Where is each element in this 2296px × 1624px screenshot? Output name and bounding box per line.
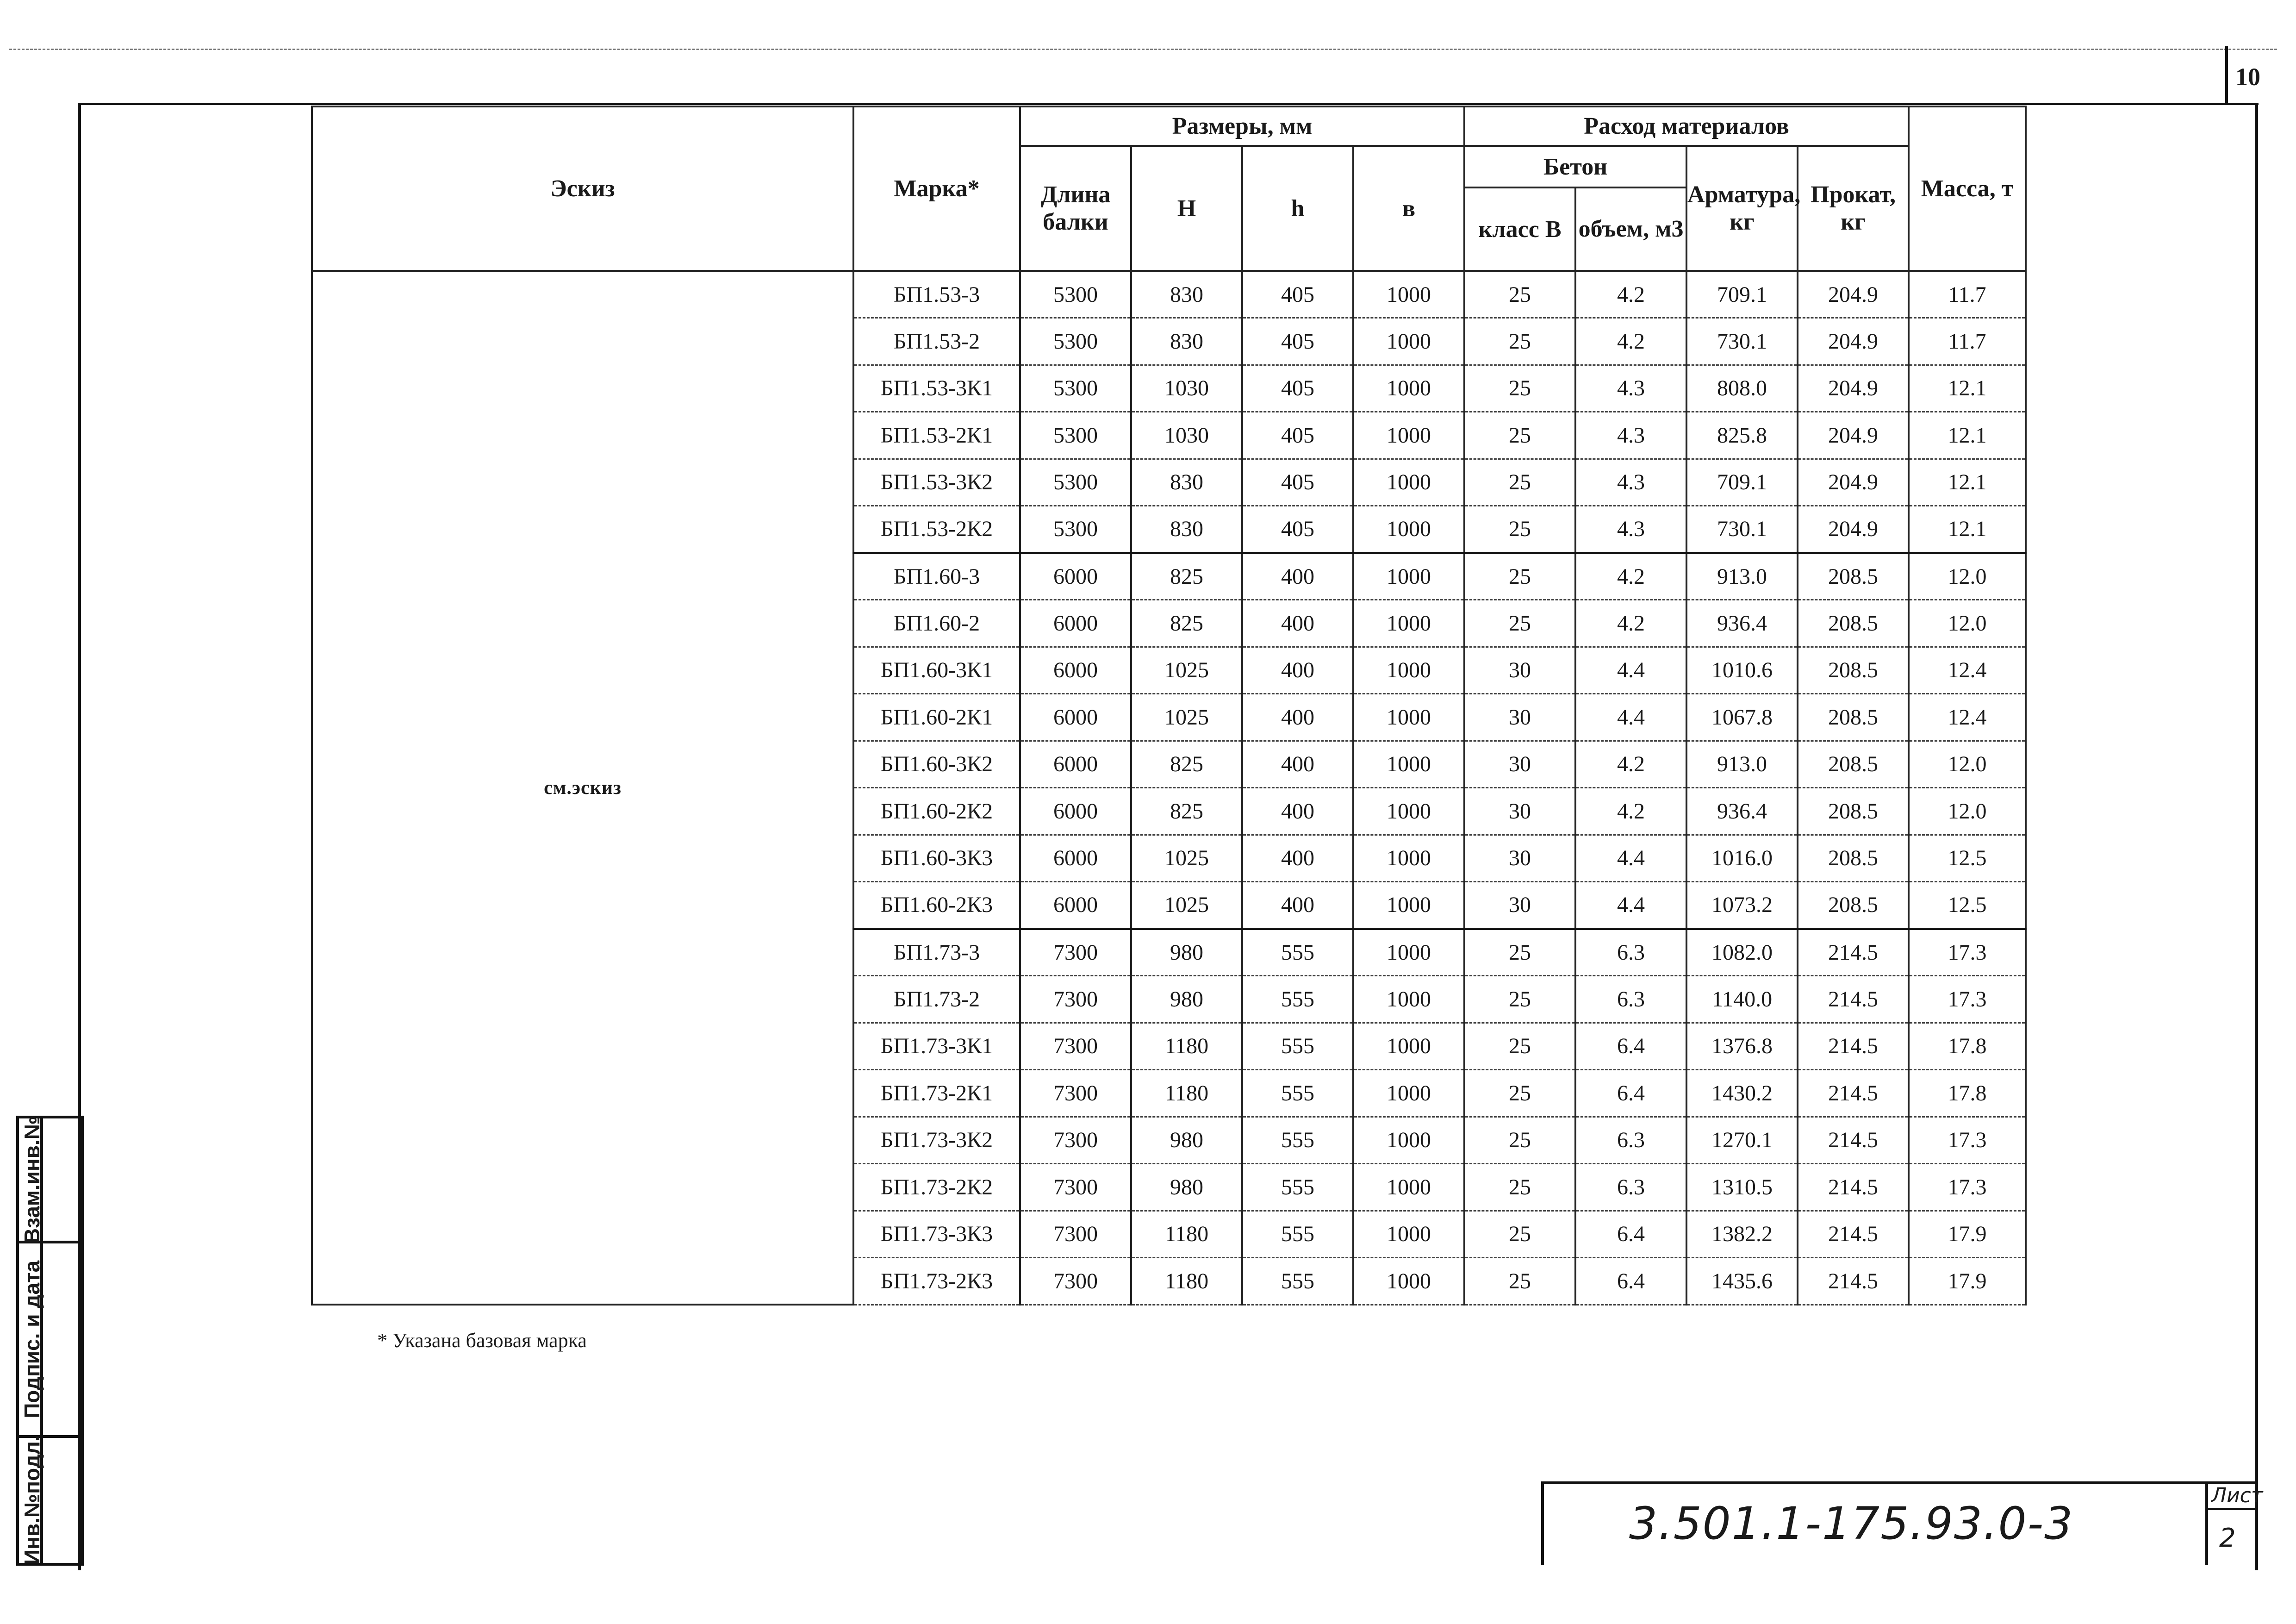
cell-h: 400: [1242, 741, 1353, 788]
cell-mark: БП1.60-3К3: [853, 835, 1020, 882]
cell-concrete-volume: 4.2: [1575, 600, 1686, 647]
cell-mark: БП1.73-2К1: [853, 1070, 1020, 1117]
cell-rebar: 1067.8: [1686, 694, 1798, 741]
cell-concrete-class: 25: [1464, 1023, 1575, 1070]
cell-b: 1000: [1353, 1070, 1464, 1117]
footnote: * Указана базовая марка: [377, 1329, 587, 1352]
cell-rolled: 204.9: [1798, 412, 1909, 459]
cell-concrete-volume: 4.4: [1575, 694, 1686, 741]
cell-concrete-class: 25: [1464, 459, 1575, 506]
cell-h: 555: [1242, 1211, 1353, 1258]
cell-b: 1000: [1353, 647, 1464, 694]
cell-H: 1180: [1131, 1258, 1242, 1305]
cell-mass: 17.9: [1909, 1211, 2026, 1258]
cell-mass: 17.3: [1909, 976, 2026, 1023]
cell-concrete-volume: 6.3: [1575, 929, 1686, 976]
table-body: [312, 271, 2026, 1305]
cell-b: 1000: [1353, 741, 1464, 788]
cell-rolled: 214.5: [1798, 976, 1909, 1023]
cell-H: 825: [1131, 788, 1242, 835]
cell-mark: БП1.53-2: [853, 318, 1020, 365]
cell-concrete-volume: 6.3: [1575, 976, 1686, 1023]
cell-h: 405: [1242, 365, 1353, 412]
cell-b: 1000: [1353, 694, 1464, 741]
table-row: [312, 271, 2026, 318]
cell-concrete-volume: 6.4: [1575, 1211, 1686, 1258]
cell-rolled: 204.9: [1798, 318, 1909, 365]
cell-mark: БП1.53-3: [853, 271, 1020, 318]
cell-mark: БП1.60-3К2: [853, 741, 1020, 788]
cell-b: 1000: [1353, 1258, 1464, 1305]
cell-concrete-class: 25: [1464, 318, 1575, 365]
cell-h: 400: [1242, 835, 1353, 882]
beam-spec-table: [311, 106, 2027, 1305]
cell-H: 980: [1131, 976, 1242, 1023]
cell-h: 555: [1242, 1023, 1353, 1070]
header-rolled: Прокат, кг: [1798, 146, 1909, 271]
header-concrete-volume: объем, м3: [1575, 187, 1686, 271]
cell-H: 830: [1131, 271, 1242, 318]
cell-h: 400: [1242, 647, 1353, 694]
cell-h: 405: [1242, 459, 1353, 506]
header-b: в: [1353, 146, 1464, 271]
cell-rolled: 208.5: [1798, 882, 1909, 929]
cell-mass: 17.3: [1909, 1117, 2026, 1164]
cell-mass: 12.1: [1909, 365, 2026, 412]
cell-mass: 12.0: [1909, 788, 2026, 835]
title-block-sheet-divider: [2205, 1508, 2256, 1510]
stamp-inv-original: Инв.№подл.: [20, 1435, 44, 1565]
cell-H: 1030: [1131, 412, 1242, 459]
cell-mass: 12.0: [1909, 741, 2026, 788]
cell-rolled: 208.5: [1798, 553, 1909, 600]
cell-mark: БП1.73-3К2: [853, 1117, 1020, 1164]
cell-h: 405: [1242, 271, 1353, 318]
title-block-top-line: [1541, 1481, 2256, 1484]
cell-rolled: 208.5: [1798, 694, 1909, 741]
cell-mass: 17.3: [1909, 929, 2026, 976]
cell-h: 405: [1242, 412, 1353, 459]
cell-b: 1000: [1353, 600, 1464, 647]
cell-mark: БП1.73-3К1: [853, 1023, 1020, 1070]
cell-length: 5300: [1020, 506, 1131, 553]
cell-H: 1030: [1131, 365, 1242, 412]
cell-rolled: 214.5: [1798, 1117, 1909, 1164]
cell-rebar: 1270.1: [1686, 1117, 1798, 1164]
cell-concrete-class: 30: [1464, 835, 1575, 882]
cell-mark: БП1.53-3К2: [853, 459, 1020, 506]
cell-mark: БП1.60-2К3: [853, 882, 1020, 929]
stamp-labels: [19, 1116, 44, 1565]
cell-concrete-class: 25: [1464, 365, 1575, 412]
cell-H: 980: [1131, 1117, 1242, 1164]
cell-rolled: 204.9: [1798, 271, 1909, 318]
cell-rebar: 709.1: [1686, 271, 1798, 318]
cell-h: 555: [1242, 1117, 1353, 1164]
cell-b: 1000: [1353, 412, 1464, 459]
header-concrete-class: класс В: [1464, 187, 1575, 271]
cell-concrete-class: 25: [1464, 1164, 1575, 1211]
cell-rolled: 214.5: [1798, 1070, 1909, 1117]
cell-concrete-class: 25: [1464, 1258, 1575, 1305]
cell-length: 5300: [1020, 412, 1131, 459]
cell-length: 5300: [1020, 318, 1131, 365]
header-dimensions: Размеры, мм: [1020, 106, 1464, 146]
cell-b: 1000: [1353, 929, 1464, 976]
cell-mass: 12.5: [1909, 835, 2026, 882]
cell-h: 405: [1242, 506, 1353, 553]
cell-b: 1000: [1353, 1117, 1464, 1164]
cell-rolled: 214.5: [1798, 1211, 1909, 1258]
cell-mass: 12.1: [1909, 412, 2026, 459]
cell-H: 980: [1131, 1164, 1242, 1211]
cell-H: 1180: [1131, 1070, 1242, 1117]
cell-length: 7300: [1020, 1070, 1131, 1117]
cell-concrete-class: 25: [1464, 1070, 1575, 1117]
stamp-replaced-inv: Взам.инв.№: [20, 1116, 44, 1244]
cell-mass: 17.9: [1909, 1258, 2026, 1305]
cell-rebar: 1430.2: [1686, 1070, 1798, 1117]
cell-concrete-class: 25: [1464, 600, 1575, 647]
cell-concrete-class: 25: [1464, 1117, 1575, 1164]
cell-concrete-class: 25: [1464, 506, 1575, 553]
cell-concrete-volume: 4.2: [1575, 271, 1686, 318]
frame-right-border: [2255, 103, 2258, 1570]
cell-rebar: 1082.0: [1686, 929, 1798, 976]
cell-H: 1180: [1131, 1211, 1242, 1258]
cell-h: 400: [1242, 882, 1353, 929]
cell-h: 400: [1242, 694, 1353, 741]
cell-b: 1000: [1353, 553, 1464, 600]
header-beam-length: Длина балки: [1020, 146, 1131, 271]
title-block-sheet-line: [2205, 1481, 2208, 1565]
cell-rebar: 808.0: [1686, 365, 1798, 412]
header-H: H: [1131, 146, 1242, 271]
cell-b: 1000: [1353, 1023, 1464, 1070]
cell-concrete-class: 25: [1464, 412, 1575, 459]
cell-mark: БП1.60-2К2: [853, 788, 1020, 835]
cell-length: 7300: [1020, 1164, 1131, 1211]
cell-concrete-class: 25: [1464, 271, 1575, 318]
header-mass: Масса, т: [1909, 106, 2026, 271]
cell-rebar: 913.0: [1686, 741, 1798, 788]
cell-rebar: 913.0: [1686, 553, 1798, 600]
cell-b: 1000: [1353, 318, 1464, 365]
cell-concrete-class: 25: [1464, 929, 1575, 976]
cell-length: 7300: [1020, 1258, 1131, 1305]
cell-concrete-class: 30: [1464, 882, 1575, 929]
cell-length: 7300: [1020, 1117, 1131, 1164]
cell-mark: БП1.60-3: [853, 553, 1020, 600]
cell-mass: 11.7: [1909, 318, 2026, 365]
header-sketch: Эскиз: [312, 106, 853, 271]
stamp-signature-date: Подпис. и дата: [20, 1260, 44, 1418]
cell-concrete-volume: 6.3: [1575, 1164, 1686, 1211]
cell-concrete-volume: 4.2: [1575, 553, 1686, 600]
cell-length: 6000: [1020, 835, 1131, 882]
cell-rolled: 208.5: [1798, 600, 1909, 647]
cell-concrete-volume: 6.4: [1575, 1070, 1686, 1117]
cell-concrete-class: 30: [1464, 647, 1575, 694]
cell-b: 1000: [1353, 271, 1464, 318]
header-h: h: [1242, 146, 1353, 271]
cell-concrete-volume: 4.4: [1575, 647, 1686, 694]
cell-rebar: 1382.2: [1686, 1211, 1798, 1258]
cell-mass: 12.1: [1909, 506, 2026, 553]
cell-length: 5300: [1020, 271, 1131, 318]
cell-h: 400: [1242, 553, 1353, 600]
cell-rolled: 214.5: [1798, 1164, 1909, 1211]
cell-rolled: 214.5: [1798, 929, 1909, 976]
cell-length: 6000: [1020, 694, 1131, 741]
cell-length: 7300: [1020, 1211, 1131, 1258]
cell-H: 830: [1131, 318, 1242, 365]
cell-rebar: 936.4: [1686, 788, 1798, 835]
cell-b: 1000: [1353, 459, 1464, 506]
cell-b: 1000: [1353, 882, 1464, 929]
cell-rolled: 204.9: [1798, 365, 1909, 412]
cell-rolled: 208.5: [1798, 741, 1909, 788]
cell-concrete-volume: 6.4: [1575, 1258, 1686, 1305]
cell-rolled: 204.9: [1798, 459, 1909, 506]
cell-b: 1000: [1353, 365, 1464, 412]
cell-length: 5300: [1020, 459, 1131, 506]
cell-mark: БП1.73-3К3: [853, 1211, 1020, 1258]
cell-H: 825: [1131, 600, 1242, 647]
cell-concrete-volume: 4.2: [1575, 788, 1686, 835]
cell-h: 555: [1242, 1070, 1353, 1117]
cell-concrete-volume: 4.4: [1575, 882, 1686, 929]
cell-mass: 17.8: [1909, 1070, 2026, 1117]
cell-rebar: 1140.0: [1686, 976, 1798, 1023]
cell-concrete-volume: 4.2: [1575, 318, 1686, 365]
cell-mark: БП1.73-3: [853, 929, 1020, 976]
cell-mark: БП1.53-2К2: [853, 506, 1020, 553]
cell-mass: 12.0: [1909, 600, 2026, 647]
cell-rolled: 208.5: [1798, 835, 1909, 882]
cell-concrete-class: 30: [1464, 741, 1575, 788]
cell-concrete-class: 25: [1464, 976, 1575, 1023]
stamp-left-line: [16, 1116, 19, 1565]
cell-mass: 12.1: [1909, 459, 2026, 506]
cell-rebar: 1310.5: [1686, 1164, 1798, 1211]
document-code: 3.501.1-175.93.0-3: [1629, 1498, 2074, 1549]
cell-rebar: 1073.2: [1686, 882, 1798, 929]
cell-mark: БП1.60-2: [853, 600, 1020, 647]
cell-h: 555: [1242, 976, 1353, 1023]
cell-concrete-class: 25: [1464, 553, 1575, 600]
cell-h: 405: [1242, 318, 1353, 365]
cell-h: 400: [1242, 600, 1353, 647]
cell-mass: 12.4: [1909, 694, 2026, 741]
cell-length: 7300: [1020, 976, 1131, 1023]
cell-mark: БП1.53-2К1: [853, 412, 1020, 459]
top-dashed-line: [9, 49, 2277, 50]
cell-concrete-volume: 4.3: [1575, 459, 1686, 506]
cell-rolled: 214.5: [1798, 1258, 1909, 1305]
cell-concrete-volume: 4.3: [1575, 365, 1686, 412]
cell-mark: БП1.73-2К2: [853, 1164, 1020, 1211]
cell-rolled: 208.5: [1798, 647, 1909, 694]
title-block-left-line: [1541, 1481, 1544, 1565]
cell-length: 6000: [1020, 553, 1131, 600]
cell-concrete-volume: 6.4: [1575, 1023, 1686, 1070]
cell-mass: 17.3: [1909, 1164, 2026, 1211]
corner-tick: [2225, 46, 2228, 103]
cell-mark: БП1.73-2: [853, 976, 1020, 1023]
header-rebar: Арматура, кг: [1686, 146, 1798, 271]
cell-rebar: 709.1: [1686, 459, 1798, 506]
cell-mark: БП1.53-3К1: [853, 365, 1020, 412]
sheet-label: Лист: [2211, 1484, 2263, 1507]
cell-mass: 12.4: [1909, 647, 2026, 694]
sheet-number: 2: [2219, 1523, 2236, 1553]
cell-mass: 12.0: [1909, 553, 2026, 600]
cell-rebar: 1376.8: [1686, 1023, 1798, 1070]
cell-length: 5300: [1020, 365, 1131, 412]
cell-concrete-class: 25: [1464, 1211, 1575, 1258]
cell-b: 1000: [1353, 1211, 1464, 1258]
cell-mark: БП1.60-3К1: [853, 647, 1020, 694]
cell-mass: 11.7: [1909, 271, 2026, 318]
cell-length: 6000: [1020, 788, 1131, 835]
cell-h: 400: [1242, 788, 1353, 835]
cell-mark: БП1.60-2К1: [853, 694, 1020, 741]
cell-rebar: 1016.0: [1686, 835, 1798, 882]
header-concrete: Бетон: [1464, 146, 1686, 187]
cell-H: 825: [1131, 741, 1242, 788]
cell-H: 1025: [1131, 882, 1242, 929]
cell-b: 1000: [1353, 788, 1464, 835]
stamp-right-line: [81, 1116, 84, 1565]
cell-length: 6000: [1020, 741, 1131, 788]
frame-top-border: [78, 103, 2259, 105]
cell-h: 555: [1242, 1258, 1353, 1305]
cell-h: 555: [1242, 1164, 1353, 1211]
cell-b: 1000: [1353, 976, 1464, 1023]
cell-rebar: 730.1: [1686, 318, 1798, 365]
cell-length: 6000: [1020, 647, 1131, 694]
cell-b: 1000: [1353, 1164, 1464, 1211]
cell-H: 830: [1131, 506, 1242, 553]
cell-concrete-volume: 6.3: [1575, 1117, 1686, 1164]
cell-rolled: 204.9: [1798, 506, 1909, 553]
cell-mass: 17.8: [1909, 1023, 2026, 1070]
cell-length: 7300: [1020, 1023, 1131, 1070]
cell-concrete-class: 30: [1464, 694, 1575, 741]
cell-H: 1025: [1131, 694, 1242, 741]
cell-H: 980: [1131, 929, 1242, 976]
cell-b: 1000: [1353, 506, 1464, 553]
cell-H: 1025: [1131, 647, 1242, 694]
cell-concrete-volume: 4.4: [1575, 835, 1686, 882]
cell-H: 1180: [1131, 1023, 1242, 1070]
cell-rebar: 1010.6: [1686, 647, 1798, 694]
corner-number: 10: [2235, 63, 2260, 91]
header-mark: Марка*: [853, 106, 1020, 271]
cell-length: 6000: [1020, 600, 1131, 647]
cell-rebar: 1435.6: [1686, 1258, 1798, 1305]
header-materials: Расход материалов: [1464, 106, 1909, 146]
cell-H: 830: [1131, 459, 1242, 506]
cell-length: 6000: [1020, 882, 1131, 929]
cell-rebar: 936.4: [1686, 600, 1798, 647]
cell-concrete-class: 30: [1464, 788, 1575, 835]
cell-concrete-volume: 4.2: [1575, 741, 1686, 788]
sketch-cell: см.эскиз: [312, 271, 853, 1305]
cell-concrete-volume: 4.3: [1575, 506, 1686, 553]
cell-rebar: 825.8: [1686, 412, 1798, 459]
cell-rolled: 208.5: [1798, 788, 1909, 835]
cell-H: 825: [1131, 553, 1242, 600]
cell-h: 555: [1242, 929, 1353, 976]
cell-mark: БП1.73-2К3: [853, 1258, 1020, 1305]
cell-length: 7300: [1020, 929, 1131, 976]
cell-H: 1025: [1131, 835, 1242, 882]
cell-rebar: 730.1: [1686, 506, 1798, 553]
cell-b: 1000: [1353, 835, 1464, 882]
cell-mass: 12.5: [1909, 882, 2026, 929]
cell-rolled: 214.5: [1798, 1023, 1909, 1070]
cell-concrete-volume: 4.3: [1575, 412, 1686, 459]
